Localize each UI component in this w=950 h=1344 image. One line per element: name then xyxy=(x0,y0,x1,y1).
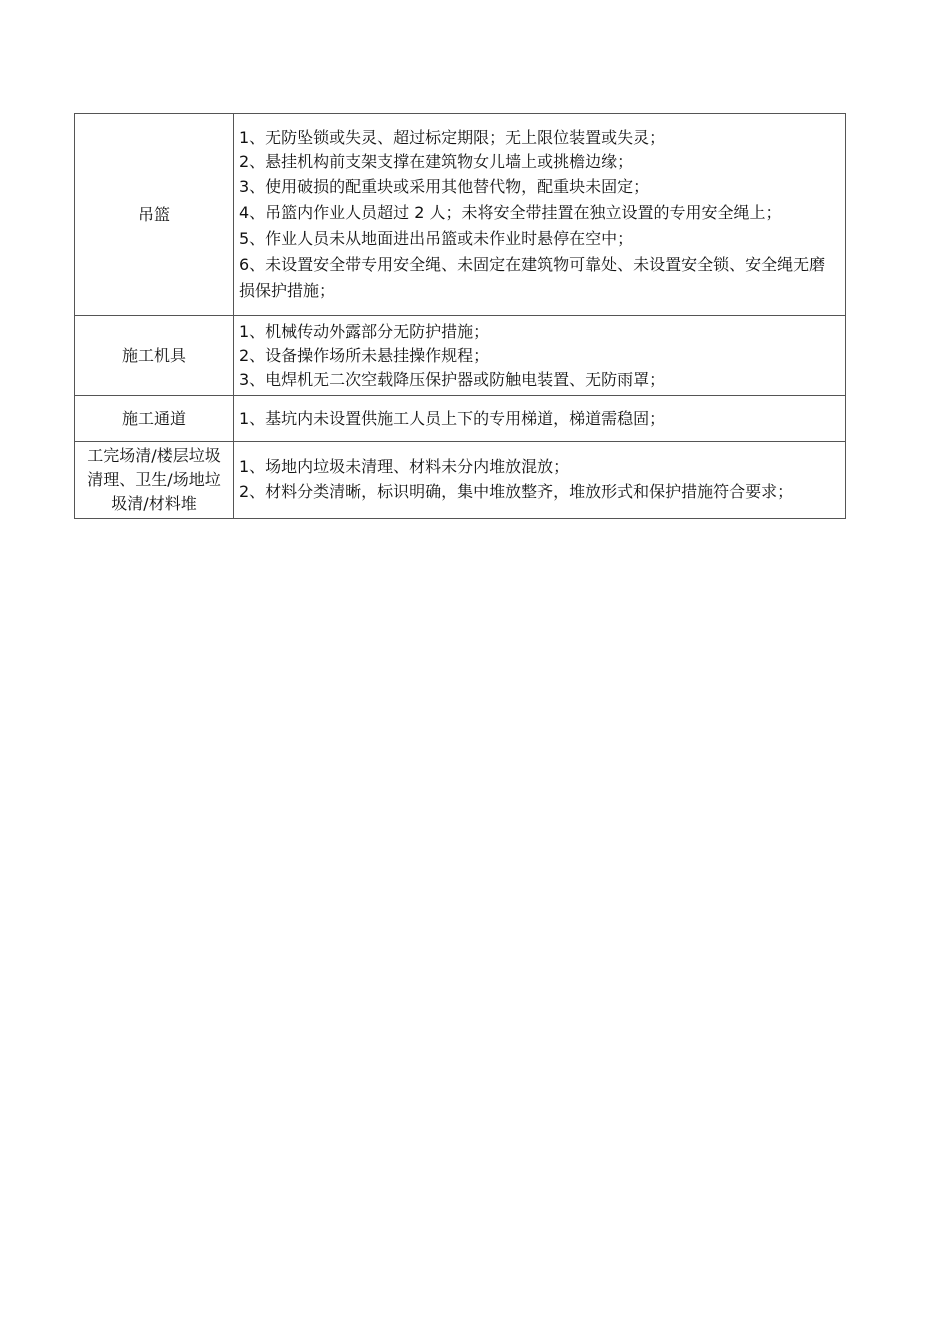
items-cell xyxy=(234,442,846,519)
category-cell: 工完场清/楼层垃圾清理、卫生/场地垃圾清/材料堆 xyxy=(75,442,234,519)
list-item: 5、作业人员未从地面进出吊篮或未作业时悬停在空中； xyxy=(239,228,634,248)
list-item: 1、无防坠锁或失灵、超过标定期限；无上限位装置或失灵； xyxy=(239,127,666,147)
list-item: 3、电焊机无二次空载降压保护器或防触电装置、无防雨罩； xyxy=(239,369,666,389)
list-item: 2、材料分类清晰，标识明确，集中堆放整齐，堆放形式和保护措施符合要求； xyxy=(239,482,794,501)
list-item: 1、场地内垃圾未清理、材料未分内堆放混放； xyxy=(239,457,570,476)
list-item: 2、设备操作场所未悬挂操作规程； xyxy=(239,345,490,365)
table-row xyxy=(75,316,846,396)
items-cell xyxy=(234,396,846,442)
list-item: 1、机械传动外露部分无防护措施； xyxy=(239,321,490,341)
category-cell: 施工机具 xyxy=(75,316,234,396)
table-row xyxy=(75,114,846,316)
category-cell: 吊篮 xyxy=(75,114,234,316)
table-row xyxy=(75,396,846,442)
list-item: 4、吊篮内作业人员超过 2 人；未将安全带挂置在独立设置的专用安全绳上； xyxy=(239,202,782,222)
inspection-table xyxy=(74,113,846,519)
table-row xyxy=(75,442,846,519)
list-item: 3、使用破损的配重块或采用其他替代物，配重块未固定； xyxy=(239,176,650,196)
list-item: 2、悬挂机构前支架支撑在建筑物女儿墙上或挑檐边缘； xyxy=(239,151,634,171)
category-cell: 施工通道 xyxy=(75,396,234,442)
items-cell xyxy=(234,316,846,396)
list-item: 6、未设置安全带专用安全绳、未固定在建筑物可靠处、未设置安全锁、安全绳无磨损保护措施； xyxy=(239,254,826,300)
list-item: 1、基坑内未设置供施工人员上下的专用梯道，梯道需稳固； xyxy=(239,408,666,428)
items-cell xyxy=(234,114,846,316)
